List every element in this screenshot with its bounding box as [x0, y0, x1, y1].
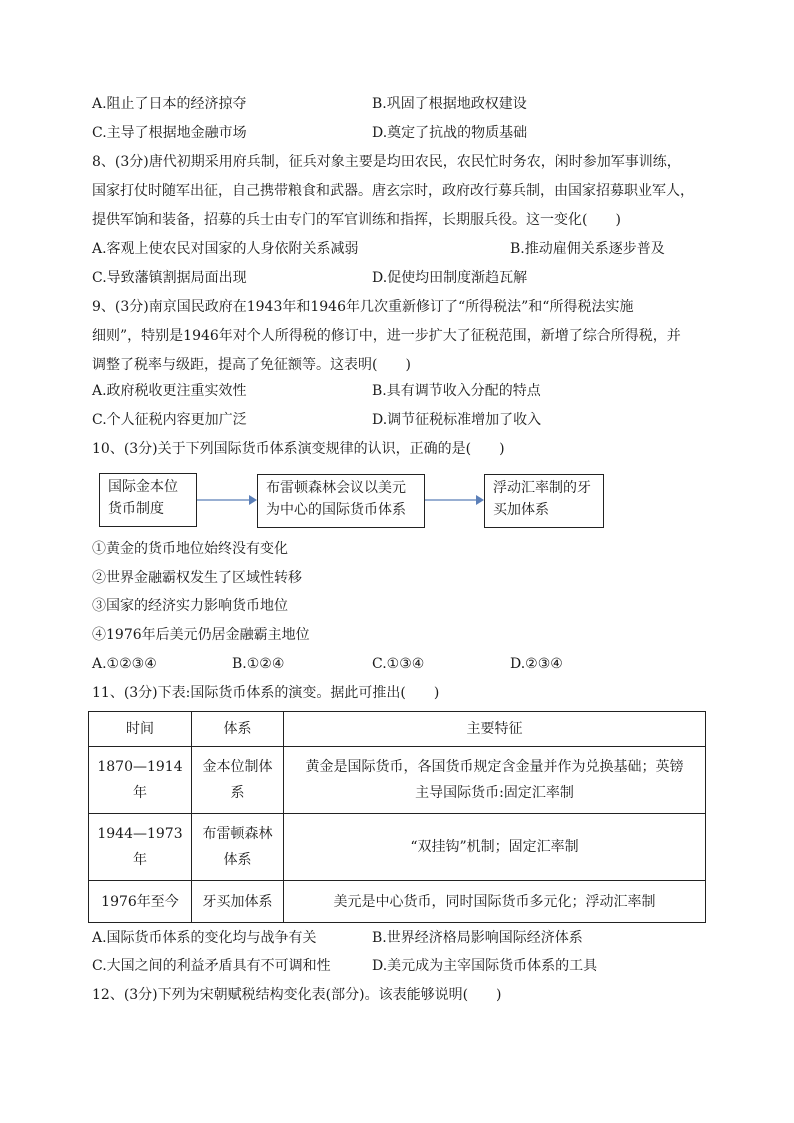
table-header-time: 时间 — [89, 712, 192, 747]
flow-box-jamaica — [484, 474, 604, 528]
q11-option-d: D.美元成为主宰国际货币体系的工具 — [372, 958, 598, 974]
q10-statement-2: ②世界金融霸权发生了区域性转移 — [92, 570, 302, 586]
table-cell: 牙买加体系 — [192, 881, 284, 923]
table-header-system: 体系 — [192, 712, 284, 747]
q9-option-c: C.个人征税内容更加广泛 — [92, 412, 247, 428]
q8-option-b: B.推动雇佣关系逐步普及 — [510, 241, 665, 257]
q10-statement-4: ④1976年后美元仍居金融霸主地位 — [92, 627, 310, 643]
q8-stem-line2: 国家打仗时随军出征，自己携带粮食和武器。唐玄宗时，政府改行募兵制，由国家招募职业军人， — [92, 183, 694, 199]
q10-stem: 10、(3分)关于下列国际货币体系演变规律的认识，正确的是( ) — [92, 441, 505, 457]
flow-box-bretton-woods-line1: 布雷顿森林会议以美元 — [266, 480, 406, 496]
table-cell: 1944—1973 年 — [89, 814, 192, 881]
table-cell: 1870—1914 年 — [89, 747, 192, 814]
q7-option-c: C.主导了根据地金融市场 — [92, 125, 247, 141]
q11-option-a: A.国际货币体系的变化均与战争有关 — [92, 930, 317, 946]
q9-stem-line2: 细则”，特别是1946年对个人所得税的修订中，进一步扩大了征税范围，新增了综合所得税，并 — [92, 328, 681, 344]
q7-option-a: A.阻止了日本的经济掠夺 — [92, 96, 247, 112]
q9-stem-line3: 调整了税率与级距，提高了免征额等。这表明( ) — [92, 357, 411, 373]
q10-option-b: B.①②④ — [232, 656, 285, 672]
q8-stem-line1: 8、(3分)唐代初期采用府兵制，征兵对象主要是均田农民，农民忙时务农，闲时参加军事训练， — [92, 154, 681, 170]
table-cell: “双挂钩”机制；固定汇率制 — [284, 814, 706, 881]
table-cell: 布雷顿森林 体系 — [192, 814, 284, 881]
table-header-row — [89, 712, 706, 747]
table-cell: 美元是中心货币，同时国际货币多元化；浮动汇率制 — [284, 881, 706, 923]
q10-option-a: A.①②③④ — [92, 656, 157, 672]
table-row — [89, 881, 706, 923]
flow-box-jamaica-line1: 浮动汇率制的牙 — [493, 480, 591, 496]
flow-box-gold-standard — [99, 473, 197, 527]
flow-box-bretton-woods-line2: 为中心的国际货币体系 — [266, 502, 406, 518]
flow-box-bretton-woods — [257, 474, 425, 528]
flow-box-gold-standard-line1: 国际金本位 — [108, 479, 178, 495]
flow-arrow-1 — [197, 492, 257, 508]
table-cell: 金本位制体 系 — [192, 747, 284, 814]
q7-option-b: B.巩固了根据地政权建设 — [372, 96, 527, 112]
q9-option-b: B.具有调节收入分配的特点 — [372, 383, 541, 399]
q11-option-c: C.大国之间的利益矛盾具有不可调和性 — [92, 958, 331, 974]
q9-option-a: A.政府税收更注重实效性 — [92, 383, 247, 399]
q9-stem-line1: 9、(3分)南京国民政府在1943年和1946年几次重新修订了“所得税法”和“所得税法实施 — [92, 299, 634, 315]
q10-option-d: D.②③④ — [510, 656, 563, 672]
q8-option-a: A.客观上使农民对国家的人身依附关系减弱 — [92, 241, 359, 257]
q11-stem: 11、(3分)下表:国际货币体系的演变。据此可推出( ) — [92, 685, 440, 701]
q9-option-d: D.调节征税标准增加了收入 — [372, 412, 542, 428]
q10-statement-3: ③国家的经济实力影响货币地位 — [92, 598, 288, 614]
flow-arrow-2 — [425, 492, 484, 508]
table-row — [89, 747, 706, 814]
table-row — [89, 814, 706, 881]
monetary-system-table — [88, 711, 706, 923]
q8-stem-line3: 提供军饷和装备，招募的兵士由专门的军官训练和指挥，长期服兵役。这一变化( ) — [92, 212, 621, 228]
table-cell: 黄金是国际货币，各国货币规定含金量并作为兑换基础；英镑 主导国际货币:固定汇率制 — [284, 747, 706, 814]
flow-box-gold-standard-line2: 货币制度 — [108, 501, 164, 517]
q12-stem: 12、(3分)下列为宋朝赋税结构变化表(部分)。该表能够说明( ) — [92, 987, 502, 1003]
table-cell: 1976年至今 — [89, 881, 192, 923]
q11-option-b: B.世界经济格局影响国际经济体系 — [372, 930, 583, 946]
q10-statement-1: ①黄金的货币地位始终没有变化 — [92, 541, 288, 557]
q10-option-c: C.①③④ — [372, 656, 425, 672]
flow-box-jamaica-line2: 买加体系 — [493, 502, 549, 518]
table-header-features: 主要特征 — [284, 712, 706, 747]
q8-option-c: C.导致藩镇割据局面出现 — [92, 270, 247, 286]
q7-option-d: D.奠定了抗战的物质基础 — [372, 125, 528, 141]
q8-option-d: D.促使均田制度渐趋瓦解 — [372, 270, 528, 286]
